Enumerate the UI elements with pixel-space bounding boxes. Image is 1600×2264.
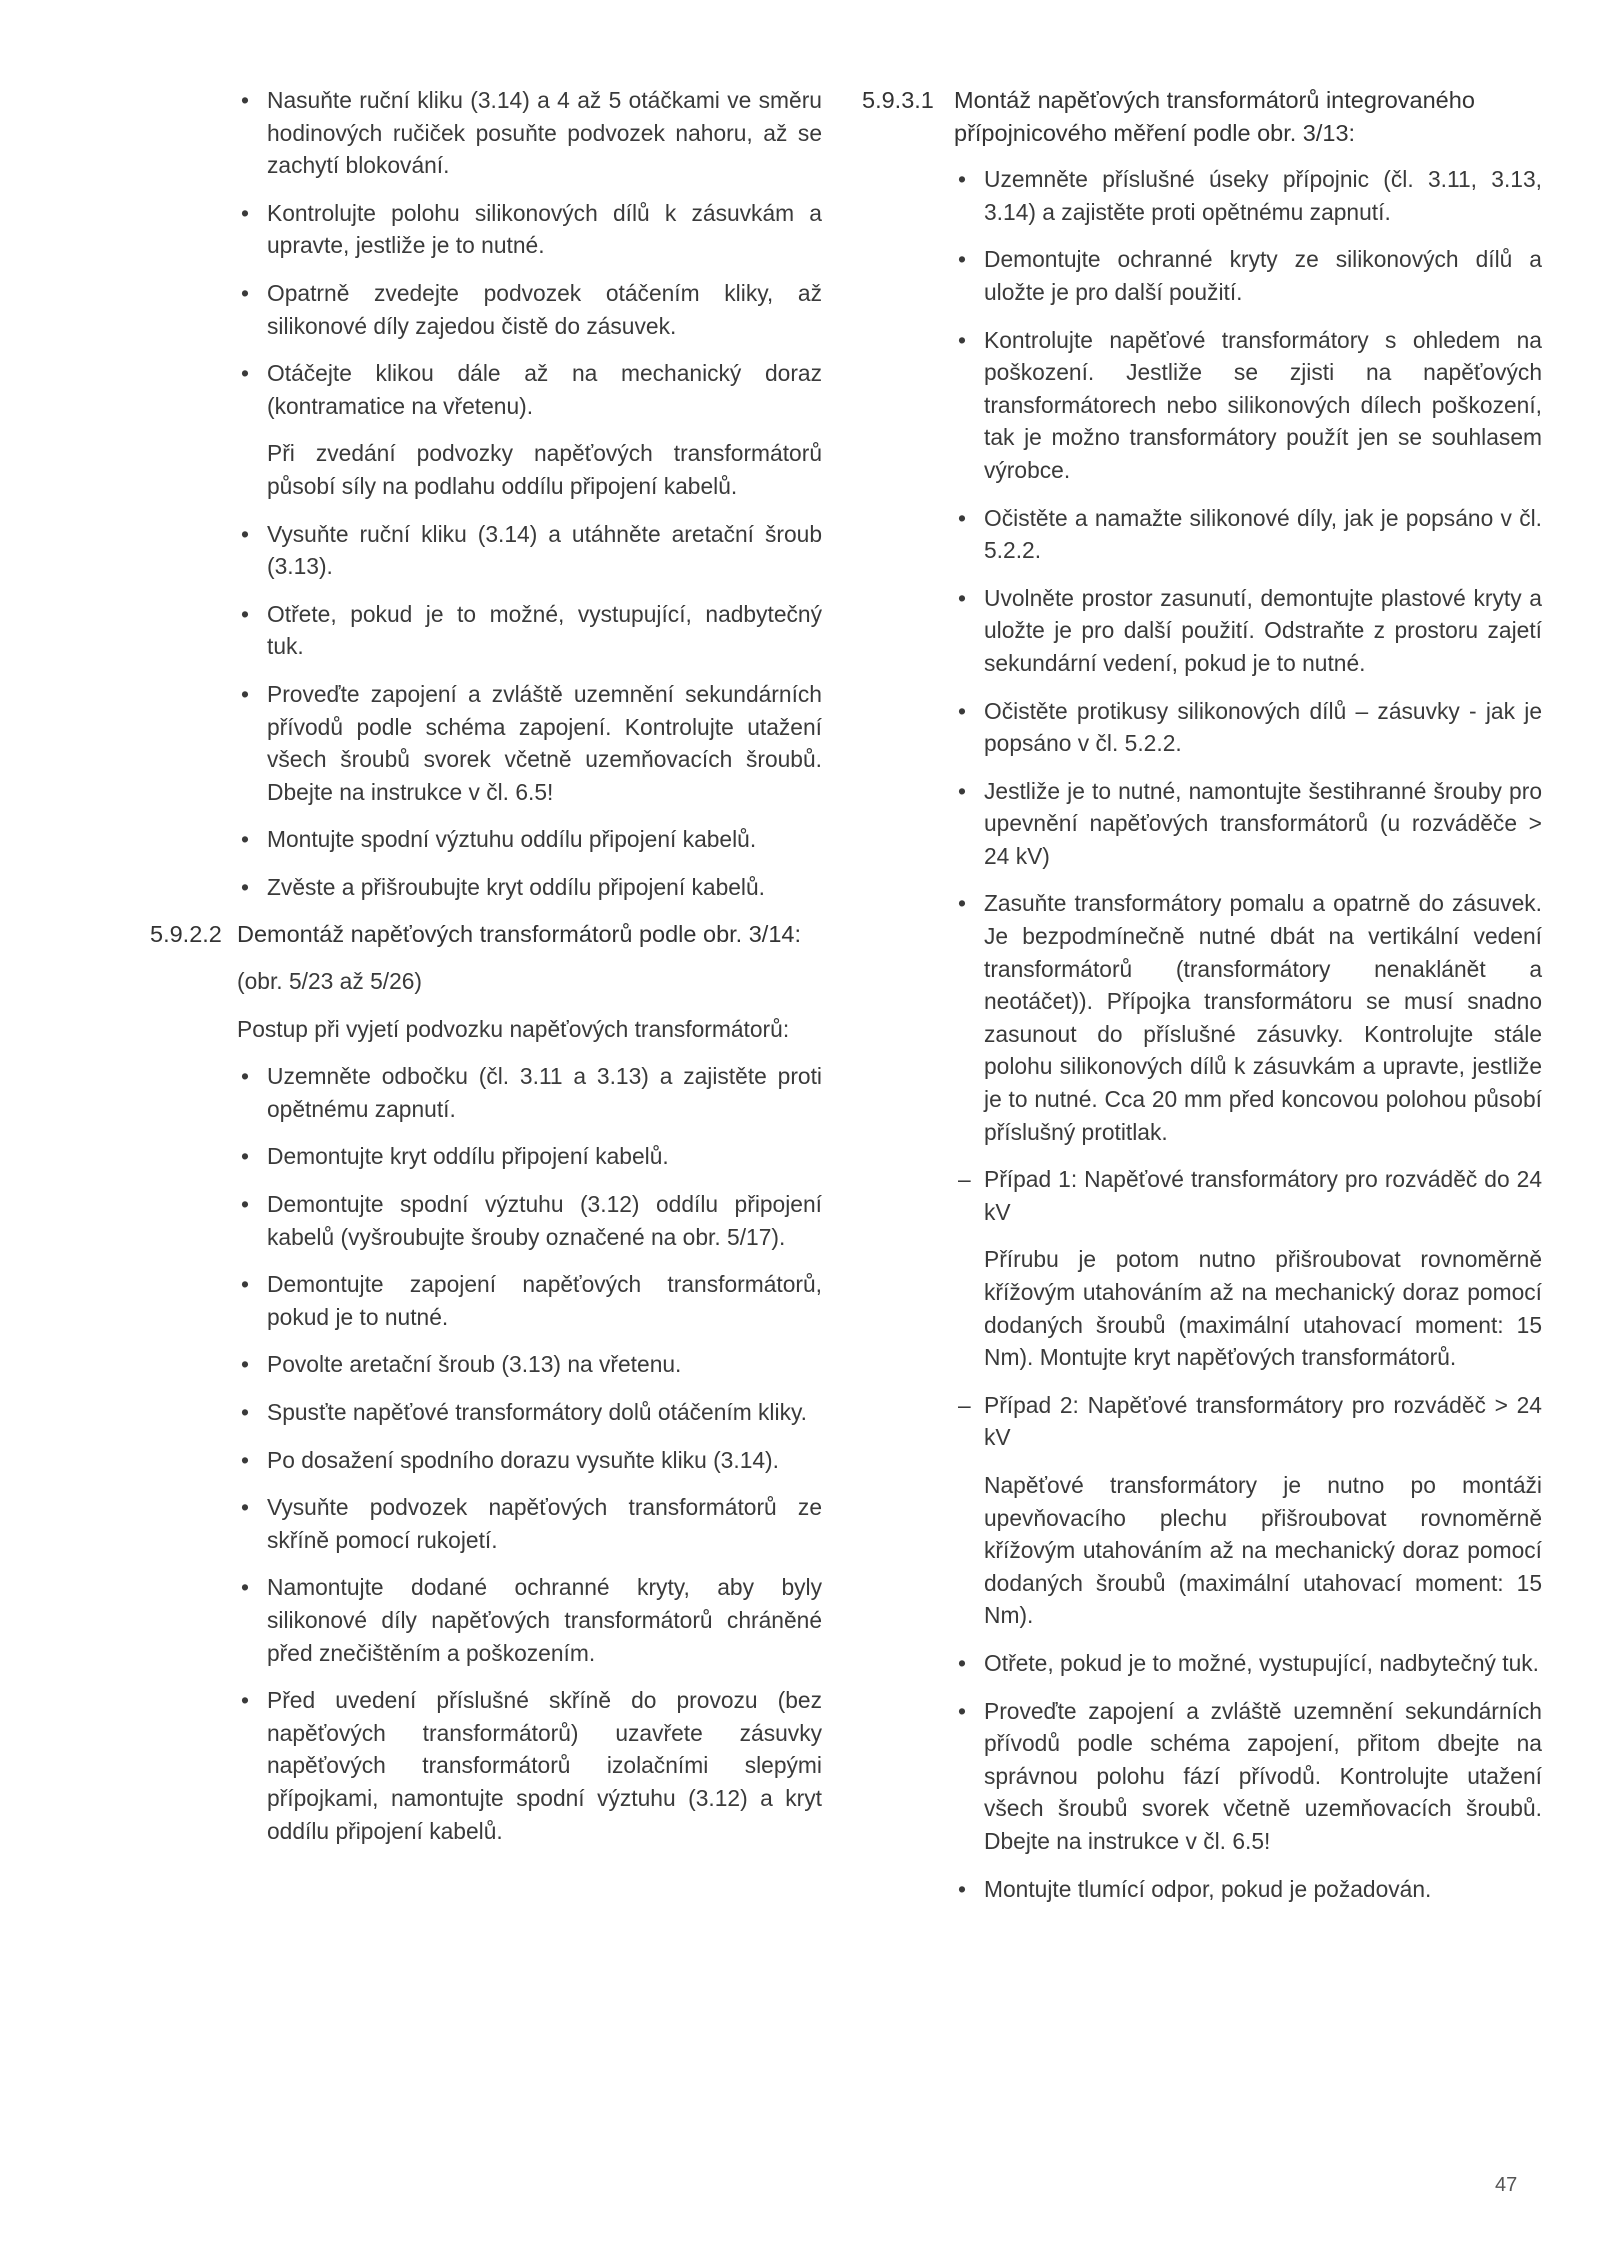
bullet-item <box>862 582 1542 680</box>
item-text: Proveďte zapojení a zvláště uzemnění sekundárních přívodů podle schéma zapojení. Kontrolujte utažení všech šroubů svorek včetně uzemňovacích šroubů. Dbejte na instrukce v čl. 6.5! <box>267 680 822 805</box>
bullet-marker: • <box>241 87 249 113</box>
bullet-item <box>150 1491 822 1556</box>
item-text: Opatrně zvedejte podvozek otáčením kliky, až silikonové díly zajedou čistě do zásuvek. <box>267 279 822 339</box>
bullet-marker: • <box>241 1063 249 1090</box>
item-text: Demontujte spodní výztuhu (3.12) oddílu připojení kabelů (vyšroubujte šrouby označené na obr. 5/17). <box>267 1191 822 1250</box>
dash-marker: – <box>958 1166 971 1193</box>
item-text: Kontrolujte polohu silikonových dílů k zásuvkám a upravte, jestliže je to nutné. <box>267 199 822 259</box>
bullet-marker: • <box>241 1143 249 1170</box>
bullet-item <box>862 163 1542 228</box>
item-text: Spusťte napěťové transformátory dolů otáčením kliky. <box>267 1399 808 1425</box>
left-column <box>150 84 822 1862</box>
bullet-item <box>150 598 822 663</box>
bullet-marker: • <box>958 777 966 804</box>
item-text: Otřete, pokud je to možné, vystupující, nadbytečný tuk. <box>984 1649 1540 1676</box>
intro-paragraph <box>150 1013 822 1046</box>
bullet-item <box>150 277 822 342</box>
item-text: Povolte aretační šroub (3.13) na vřetenu. <box>267 1351 682 1378</box>
bullet-marker: • <box>241 1399 249 1425</box>
item-text: Uzemněte odbočku (čl. 3.11 a 3.13) a zajistěte proti opětnému zapnutí. <box>267 1063 822 1122</box>
bullet-item <box>862 775 1542 873</box>
bullet-marker: • <box>241 1446 249 1473</box>
bullet-item <box>150 871 822 904</box>
section-number: 5.9.3.1 <box>862 87 934 113</box>
bullet-item <box>150 1188 822 1253</box>
bullet-item <box>150 1140 822 1173</box>
item-text: Napěťové transformátory je nutno po montáži upevňovacího plechu přišroubovat rovnoměrně křížovým utahováním až na mechanický doraz pomocí dodaných šroubů (maximální utahovací moment: 15 Nm). <box>984 1471 1542 1629</box>
bullet-item <box>150 197 822 262</box>
item-text: Jestliže je to nutné, namontujte šestihranné šrouby pro upevnění napěťových transformátorů (u rozváděče > 24 kV) <box>984 777 1542 869</box>
bullet-marker: • <box>241 1687 249 1714</box>
note-paragraph <box>150 437 822 502</box>
item-text: Postup při vyjetí podvozku napěťových transformátorů: <box>237 1015 790 1042</box>
item-text: Očistěte a namažte silikonové díly, jak je popsáno v čl. 5.2.2. <box>984 504 1542 564</box>
bullet-item <box>862 695 1542 760</box>
bullet-marker: • <box>241 1351 249 1378</box>
dash-marker: – <box>958 1391 971 1418</box>
bullet-marker: • <box>241 600 249 627</box>
item-text: Kontrolujte napěťové transformátory s ohledem na poškození. Jestliže se zjisti na napěťových transformátorech nebo silikonových dílech poškození, tak je možno transformátory použít jen se souhlasem výrobce. <box>984 326 1542 483</box>
bullet-marker: • <box>958 1875 966 1902</box>
bullet-marker: • <box>958 697 966 724</box>
item-text: Případ 1: Napěťové transformátory pro rozváděč do 24 kV <box>984 1166 1542 1225</box>
bullet-item <box>150 823 822 856</box>
item-text: Při zvedání podvozky napěťových transformátorů působí síly na podlahu oddílu připojení kabelů. <box>267 440 822 499</box>
item-text: Proveďte zapojení a zvláště uzemnění sekundárních přívodů podle schéma zapojení, přitom dbejte na správnou polohu fází přívodů. Kontrolujte utažení všech šroubů svorek včetně uzemňovacích šroubů. Dbejte na instrukce v čl. 6.5! <box>984 1697 1542 1854</box>
item-text: Otáčejte klikou dále až na mechanický doraz (kontramatice na vřetenu). <box>267 360 822 419</box>
dash-item <box>862 1389 1542 1454</box>
section-title: Montáž napěťových transformátorů integrovaného přípojnicového měření podle obr. 3/13: <box>954 87 1475 146</box>
item-text: Vysuňte ruční kliku (3.14) a utáhněte aretační šroub (3.13). <box>267 520 822 580</box>
section-heading <box>150 918 822 951</box>
item-text: Vysuňte podvozek napěťových transformátorů ze skříně pomocí rukojetí. <box>267 1494 822 1553</box>
bullet-marker: • <box>958 246 966 273</box>
bullet-item <box>150 1348 822 1381</box>
bullet-marker: • <box>958 166 966 193</box>
right-items <box>862 84 1542 1905</box>
bullet-item <box>862 1873 1542 1906</box>
bullet-item <box>150 1268 822 1333</box>
item-text: Montujte spodní výztuhu oddílu připojení kabelů. <box>267 826 757 853</box>
note-paragraph <box>862 1469 1542 1632</box>
bullet-marker: • <box>241 826 249 853</box>
bullet-marker: • <box>958 1697 966 1724</box>
bullet-item <box>150 678 822 808</box>
item-text: Po dosažení spodního dorazu vysuňte kliku (3.14). <box>267 1446 779 1473</box>
bullet-marker: • <box>958 504 966 531</box>
item-text: Zasuňte transformátory pomalu a opatrně do zásuvek. Je bezpodmínečně nutné dbát na vertikální vedení transformátorů (transformátory nenaklánět a neotáčet)). Přípojka transformátoru se musí snadno zasunout do příslušné zásuvky. Kontrolujte stále polohu silikonových dílů k zásuvkám a upravte, jestliže je to nutné. Cca 20 mm před koncovou polohou působí příslušný protitlak. <box>984 890 1542 1145</box>
bullet-marker: • <box>241 1191 249 1218</box>
item-text: (obr. 5/23 až 5/26) <box>237 968 423 995</box>
bullet-item <box>150 84 822 182</box>
item-text: Montujte tlumící odpor, pokud je požadován. <box>984 1875 1432 1902</box>
bullet-marker: • <box>958 584 966 611</box>
item-text: Nasuňte ruční kliku (3.14) a 4 až 5 otáčkami ve směru hodinových ručiček posuňte podvozek nahoru, až se zachytí blokování. <box>267 87 822 179</box>
bullet-marker: • <box>241 279 249 306</box>
bullet-marker: • <box>241 1574 249 1601</box>
bullet-marker: • <box>241 1271 249 1298</box>
bullet-marker: • <box>958 890 966 917</box>
right-column <box>862 84 1542 1920</box>
bullet-item <box>150 1571 822 1669</box>
section-heading <box>862 84 1542 149</box>
item-text: Demontujte kryt oddílu připojení kabelů. <box>267 1143 669 1170</box>
bullet-item <box>150 1396 822 1429</box>
item-text: Uzemněte příslušné úseky přípojnic (čl. 3.11, 3.13, 3.14) a zajistěte proti opětnému zapnutí. <box>984 166 1542 225</box>
bullet-item <box>862 1647 1542 1680</box>
intro-paragraph <box>150 965 822 998</box>
item-text: Demontujte zapojení napěťových transformátorů, pokud je to nutné. <box>267 1271 822 1330</box>
item-text: Zvěste a přišroubujte kryt oddílu připojení kabelů. <box>267 873 766 900</box>
bullet-marker: • <box>241 199 249 226</box>
item-text: Otřete, pokud je to možné, vystupující, nadbytečný tuk. <box>267 600 822 660</box>
bullet-item <box>862 1695 1542 1858</box>
bullet-item <box>150 357 822 422</box>
note-paragraph <box>862 1243 1542 1373</box>
item-text: Namontujte dodané ochranné kryty, aby byly silikonové díly napěťových transformátorů chráněné před znečištěním a poškozením. <box>267 1574 822 1666</box>
item-text: Případ 2: Napěťové transformátory pro rozváděč > 24 kV <box>984 1391 1542 1451</box>
item-text: Očistěte protikusy silikonových dílů – zásuvky - jak je popsáno v čl. 5.2.2. <box>984 697 1542 757</box>
bullet-item <box>150 1444 822 1477</box>
page-number: 47 <box>1495 2174 1518 2196</box>
bullet-item <box>150 1684 822 1847</box>
bullet-marker: • <box>241 873 249 900</box>
bullet-marker: • <box>241 520 249 547</box>
bullet-item <box>862 324 1542 487</box>
bullet-marker: • <box>241 1494 249 1521</box>
bullet-item <box>862 502 1542 567</box>
bullet-item <box>150 518 822 583</box>
bullet-marker: • <box>241 360 249 387</box>
item-text: Demontujte ochranné kryty ze silikonových dílů a uložte je pro další použití. <box>984 246 1542 305</box>
item-text: Přírubu je potom nutno přišroubovat rovnoměrně křížovým utahováním až na mechanický doraz pomocí dodaných šroubů (maximální utahovací moment: 15 Nm). Montujte kryt napěťových transformátorů. <box>984 1246 1542 1371</box>
bullet-item <box>150 1060 822 1125</box>
section-number: 5.9.2.2 <box>150 921 222 948</box>
bullet-marker: • <box>958 1649 966 1676</box>
dash-item <box>862 1163 1542 1228</box>
item-text: Před uvedení příslušné skříně do provozu (bez napěťových transformátorů) uzavřete zásuvky napěťových transformátorů izolačními slepými přípojkami, namontujte spodní výztuhu (3.12) a kryt oddílu připojení kabelů. <box>267 1687 822 1844</box>
bullet-item <box>862 243 1542 308</box>
section-title: Demontáž napěťových transformátorů podle obr. 3/14: <box>237 921 801 948</box>
left-items <box>150 84 822 1847</box>
bullet-marker: • <box>958 326 966 353</box>
bullet-item <box>862 887 1542 1148</box>
item-text: Uvolněte prostor zasunutí, demontujte plastové kryty a uložte je pro další použití. Odstraňte z prostoru zajetí sekundární vedení, pokud je to nutné. <box>984 584 1542 676</box>
bullet-marker: • <box>241 680 249 707</box>
